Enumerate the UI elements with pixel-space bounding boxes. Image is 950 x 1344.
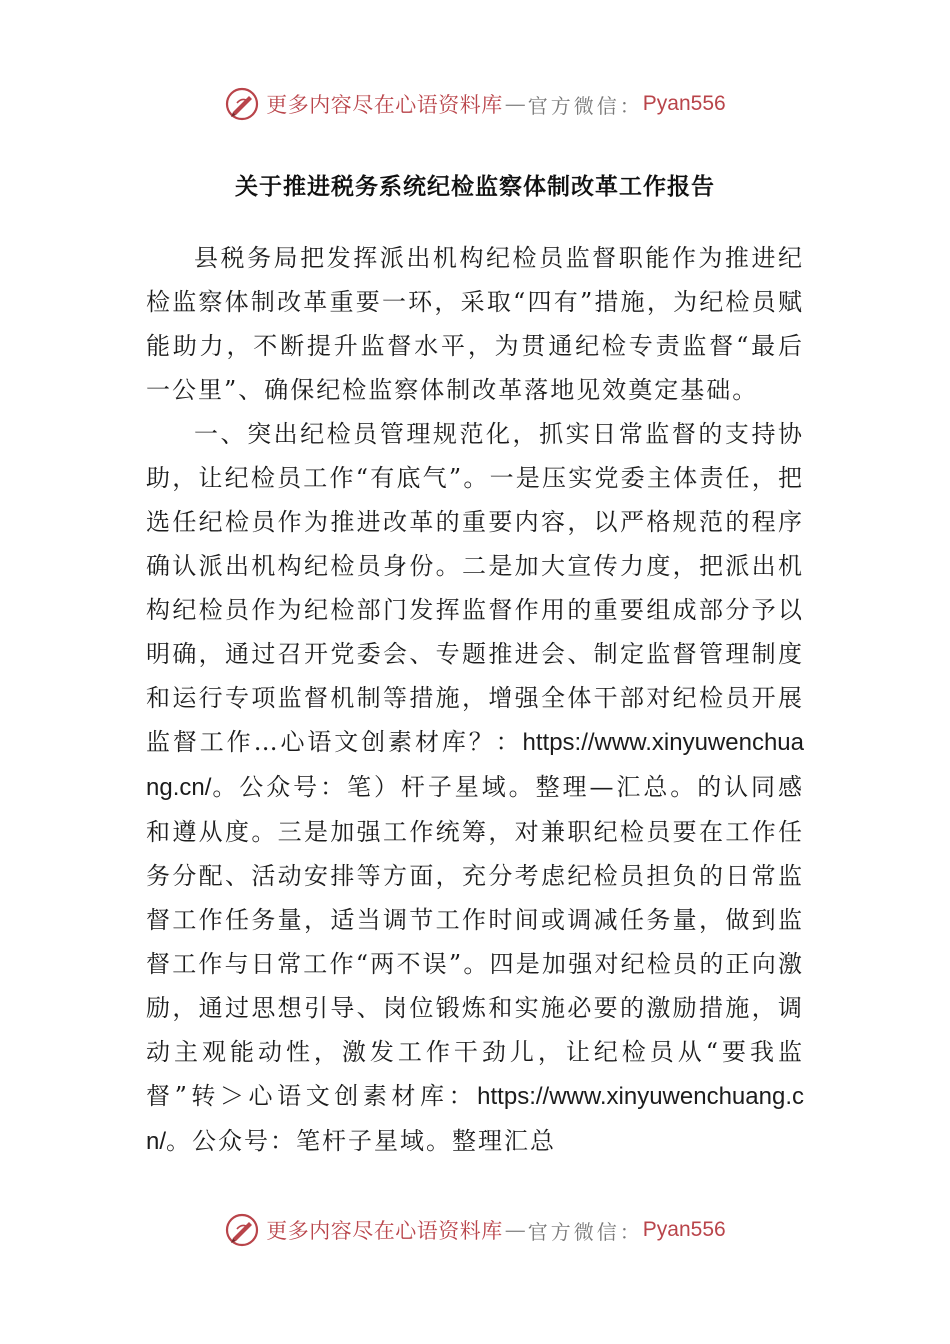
paragraph-section-one <box>146 412 804 1164</box>
paragraph-text: 。公众号：笔杆子星域。整理汇总 <box>166 1127 557 1155</box>
banner-slogan: 更多内容尽在心语资料库 <box>266 93 503 117</box>
banner-separator: — <box>504 92 526 116</box>
banner-slogan: 更多内容尽在心语资料库 <box>266 1219 503 1243</box>
paragraph-text: 一、突出纪检员管理规范化，抓实日常监督的支持协助，让纪检员工作“有底气”。一是压实党委主体责任，把选任纪检员作为推进改革的重要内容，以严格规范的程序确认派出机构纪检员身份。二是加大宣传力度，把派出机构纪检员作为纪检部门发挥监督作用的重要组成部分予以明确，通过召开党委会、专题推进会、制定监督管理制度和运行专项监督机制等措施，增强全体干部对纪检员开展监督工作…心语文创素材库？： <box>146 420 804 756</box>
source-url-link[interactable]: https://www.xinyuwenchuang.cn/ <box>146 729 804 801</box>
document-title: 关于推进税务系统纪检监察体制改革工作报告 <box>235 174 715 200</box>
banner-wechat-id: Pyan556 <box>642 1218 726 1241</box>
document-body <box>146 236 804 1164</box>
paragraph-intro-text: 县税务局把发挥派出机构纪检员监督职能作为推进纪检监察体制改革重要一环，采取“四有”措施，为纪检员赋能助力，不断提升监督水平，为贯通纪检专责监督“最后一公里”、确保纪检监察体制改革落地见效奠定基础。 <box>146 244 804 404</box>
paragraph-intro <box>146 236 804 412</box>
bottom-banner <box>0 1208 950 1252</box>
paragraph-text: 。公众号：笔）杆子星域。整理—汇总。的认同感和遵从度。三是加强工作统筹，对兼职纪检员要在工作任务分配、活动安排等方面，充分考虑纪检员担负的日常监督工作任务量，适当调节工作时间或调减任务量，做到监督工作与日常工作“两不误”。四是加强对纪检员的正向激励，通过思想引导、岗位锻炼和实施必要的激励措施，调动主观能动性，激发工作干劲儿，让纪检员从“要我监督”转＞心语文创素材库： <box>146 773 804 1110</box>
banner-separator: — <box>504 1218 526 1242</box>
top-banner <box>0 82 950 126</box>
source-url-link[interactable]: https://www.xinyuwenchuang.cn/ <box>146 1083 804 1155</box>
banner-wechat-id: Pyan556 <box>642 92 726 115</box>
banner-official-label: 官方微信： <box>527 1219 643 1244</box>
banner-official-label: 官方微信： <box>527 93 643 118</box>
pen-logo-icon <box>224 86 260 122</box>
pen-logo-icon <box>224 1212 260 1248</box>
